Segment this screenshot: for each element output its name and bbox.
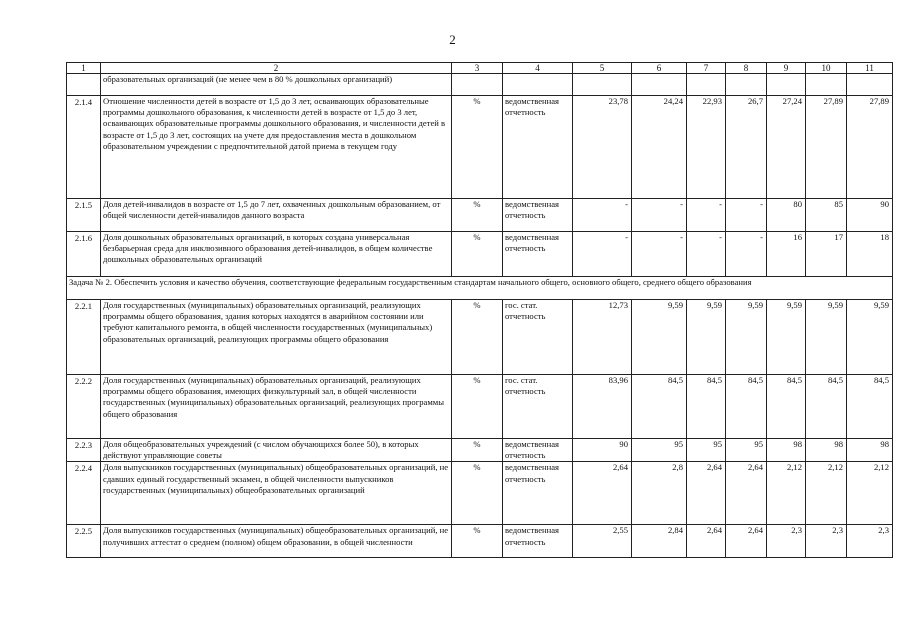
- value-cell: 17: [806, 232, 847, 277]
- table-row: [67, 96, 893, 199]
- value-cell: 2,3: [806, 525, 847, 558]
- value-cell: 98: [847, 439, 893, 462]
- unit-cell: %: [452, 525, 503, 558]
- table-row: [67, 439, 893, 462]
- value-cell: -: [687, 199, 726, 232]
- source-cell: ведомственная отчетность: [503, 525, 573, 558]
- column-header-1: 1: [67, 63, 101, 74]
- value-cell: -: [687, 232, 726, 277]
- value-cell: [726, 74, 767, 96]
- value-cell: 2,8: [632, 462, 687, 525]
- column-header-6: 6: [632, 63, 687, 74]
- column-header-2: 2: [101, 63, 452, 74]
- value-cell: 2,12: [847, 462, 893, 525]
- row-number: 2.2.2: [67, 375, 101, 439]
- table-row: [67, 199, 893, 232]
- value-cell: 2,55: [573, 525, 632, 558]
- source-cell: ведомственная отчетность: [503, 232, 573, 277]
- value-cell: 2,64: [726, 462, 767, 525]
- value-cell: -: [632, 232, 687, 277]
- value-cell: 95: [632, 439, 687, 462]
- source-cell: [503, 74, 573, 96]
- source-cell: ведомственная отчетность: [503, 96, 573, 199]
- column-header-9: 9: [767, 63, 806, 74]
- value-cell: 84,5: [632, 375, 687, 439]
- value-cell: 23,78: [573, 96, 632, 199]
- value-cell: 24,24: [632, 96, 687, 199]
- unit-cell: [452, 74, 503, 96]
- value-cell: [767, 74, 806, 96]
- value-cell: 90: [573, 439, 632, 462]
- indicator-text: Доля государственных (муниципальных) образовательных организаций, реализующих программы общего образования, здания которых находятся в аварийном состоянии или требуют капитального ремонта, в общей численности государственных (муниципальных) образовательных организаций, реализующих программы общего образования: [101, 300, 452, 375]
- value-cell: 27,89: [847, 96, 893, 199]
- value-cell: [632, 74, 687, 96]
- value-cell: 90: [847, 199, 893, 232]
- value-cell: 84,5: [847, 375, 893, 439]
- page-number: 2: [449, 32, 456, 47]
- column-header-3: 3: [452, 63, 503, 74]
- value-cell: 9,59: [847, 300, 893, 375]
- table-row: [67, 375, 893, 439]
- table-row: [67, 525, 893, 558]
- value-cell: 9,59: [806, 300, 847, 375]
- indicator-text: Доля выпускников государственных (муниципальных) общеобразовательных организаций, не сдавших единый государственный экзамен, в общей численности выпускников государственных (муниципальных) общеобразовательных организаций: [101, 462, 452, 525]
- task-row: [67, 277, 893, 300]
- value-cell: -: [632, 199, 687, 232]
- table-row: [67, 300, 893, 375]
- value-cell: 84,5: [806, 375, 847, 439]
- column-header-5: 5: [573, 63, 632, 74]
- value-cell: 16: [767, 232, 806, 277]
- table-row: [67, 462, 893, 525]
- value-cell: 95: [726, 439, 767, 462]
- indicator-text: Доля дошкольных образовательных организаций, в которых создана универсальная безбарьерная среда для инклюзивного образования детей-инвалидов, в общем количестве дошкольных образовательных организаций: [101, 232, 452, 277]
- value-cell: 2,12: [806, 462, 847, 525]
- value-cell: 2,64: [687, 462, 726, 525]
- unit-cell: %: [452, 300, 503, 375]
- unit-cell: %: [452, 232, 503, 277]
- value-cell: 2,3: [847, 525, 893, 558]
- row-number: 2.2.1: [67, 300, 101, 375]
- row-number: 2.2.4: [67, 462, 101, 525]
- column-header-8: 8: [726, 63, 767, 74]
- value-cell: 85: [806, 199, 847, 232]
- value-cell: 9,59: [767, 300, 806, 375]
- value-cell: [806, 74, 847, 96]
- column-header-7: 7: [687, 63, 726, 74]
- value-cell: 84,5: [687, 375, 726, 439]
- value-cell: 84,5: [726, 375, 767, 439]
- unit-cell: %: [452, 96, 503, 199]
- value-cell: 9,59: [726, 300, 767, 375]
- value-cell: 2,84: [632, 525, 687, 558]
- value-cell: -: [573, 232, 632, 277]
- source-cell: ведомственная отчетность: [503, 462, 573, 525]
- table-body: [67, 63, 893, 558]
- column-header-10: 10: [806, 63, 847, 74]
- value-cell: 9,59: [687, 300, 726, 375]
- value-cell: [573, 74, 632, 96]
- header-row: [67, 63, 893, 74]
- value-cell: 98: [767, 439, 806, 462]
- source-cell: гос. стат. отчетность: [503, 375, 573, 439]
- value-cell: 83,96: [573, 375, 632, 439]
- value-cell: 26,7: [726, 96, 767, 199]
- indicator-text: Доля выпускников государственных (муниципальных) общеобразовательных организаций, не получивших аттестат о среднем (полном) общем образовании, в общей численности: [101, 525, 452, 558]
- table-row: [67, 232, 893, 277]
- value-cell: 80: [767, 199, 806, 232]
- indicator-text: Доля детей-инвалидов в возрасте от 1,5 до 7 лет, охваченных дошкольным образованием, от общей численности детей-инвалидов данного возраста: [101, 199, 452, 232]
- unit-cell: %: [452, 439, 503, 462]
- column-header-11: 11: [847, 63, 893, 74]
- indicator-text: Отношение численности детей в возрасте от 1,5 до 3 лет, осваивающих образовательные программы дошкольного образования, к численности детей в возрасте от 1,5 до 3 лет, осваивающих образовательные программы дошкольного образования, и численности детей в возрасте от 1,5 до 3 лет, состоящих на учете для предоставления места в дошкольном образовательном учреждении с предпочтительной датой приема в текущем году: [101, 96, 452, 199]
- value-cell: 98: [806, 439, 847, 462]
- unit-cell: %: [452, 375, 503, 439]
- indicator-text: образовательных организаций (не менее чем в 80 % дошкольных организаций): [101, 74, 452, 96]
- value-cell: [687, 74, 726, 96]
- unit-cell: %: [452, 462, 503, 525]
- indicator-text: Доля государственных (муниципальных) образовательных организаций, реализующих программы общего образования, имеющих физкультурный зал, в общей численности государственных (муниципальных) образовательных организаций, реализующих программы общего образования: [101, 375, 452, 439]
- row-number: 2.2.3: [67, 439, 101, 462]
- unit-cell: %: [452, 199, 503, 232]
- row-number: 2.1.6: [67, 232, 101, 277]
- source-cell: гос. стат. отчетность: [503, 300, 573, 375]
- value-cell: 18: [847, 232, 893, 277]
- row-number: 2.1.5: [67, 199, 101, 232]
- value-cell: [847, 74, 893, 96]
- source-cell: ведомственная отчетность: [503, 439, 573, 462]
- indicator-table: [66, 62, 893, 558]
- value-cell: 22,93: [687, 96, 726, 199]
- row-number: 2.2.5: [67, 525, 101, 558]
- value-cell: 27,89: [806, 96, 847, 199]
- value-cell: 84,5: [767, 375, 806, 439]
- row-number: [67, 74, 101, 96]
- value-cell: 2,3: [767, 525, 806, 558]
- value-cell: 2,64: [726, 525, 767, 558]
- column-header-4: 4: [503, 63, 573, 74]
- source-cell: ведомственная отчетность: [503, 199, 573, 232]
- value-cell: 2,12: [767, 462, 806, 525]
- value-cell: 27,24: [767, 96, 806, 199]
- value-cell: 12,73: [573, 300, 632, 375]
- value-cell: 2,64: [687, 525, 726, 558]
- value-cell: -: [726, 199, 767, 232]
- value-cell: -: [573, 199, 632, 232]
- task-text: Задача № 2. Обеспечить условия и качество обучения, соответствующие федеральным государственным стандартам начального общего, основного общего, среднего общего образования: [67, 277, 893, 300]
- value-cell: 9,59: [632, 300, 687, 375]
- value-cell: 2,64: [573, 462, 632, 525]
- table-row: [67, 74, 893, 96]
- indicator-text: Доля общеобразовательных учреждений (с числом обучающихся более 50), в которых действуют управляющие советы: [101, 439, 452, 462]
- value-cell: -: [726, 232, 767, 277]
- value-cell: 95: [687, 439, 726, 462]
- row-number: 2.1.4: [67, 96, 101, 199]
